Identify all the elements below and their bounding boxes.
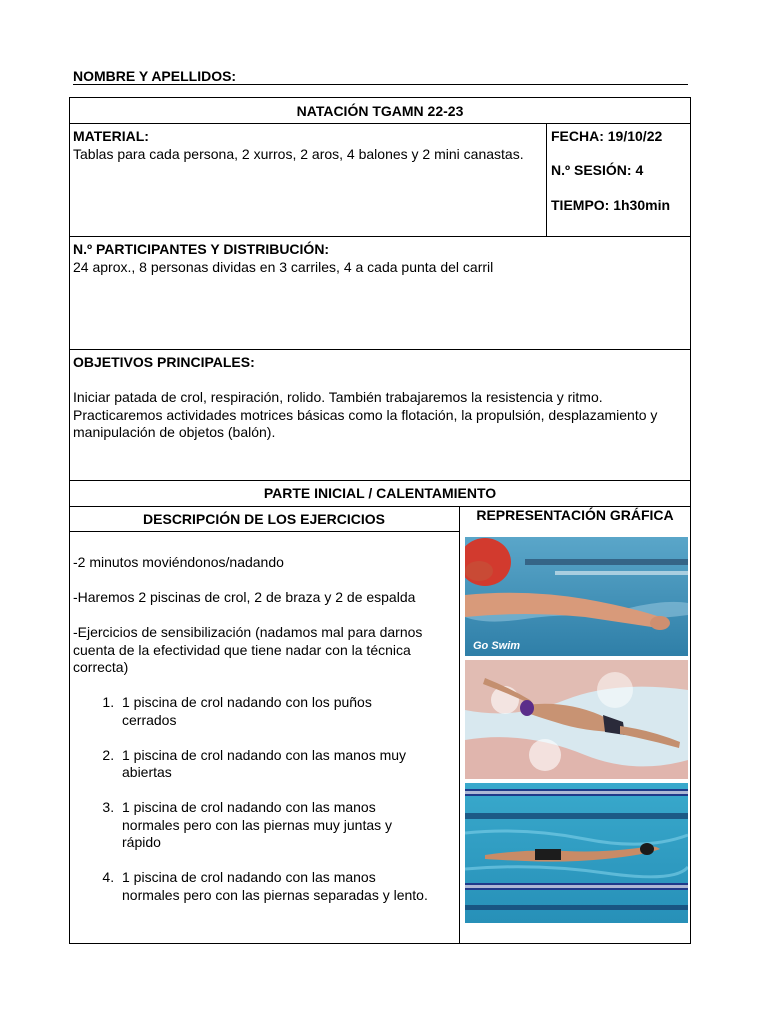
column-header-representacion: REPRESENTACIÓN GRÁFICA xyxy=(476,507,674,523)
swimmer-breathing-photo xyxy=(465,537,688,656)
participantes-text: 24 aprox., 8 personas dividas en 3 carriles, 4 a cada punta del carril xyxy=(73,258,494,275)
participantes-label: N.º PARTICIPANTES Y DISTRIBUCIÓN: xyxy=(73,241,330,257)
swimmer-lane-photo xyxy=(465,783,688,923)
material-label: MATERIAL: xyxy=(73,128,149,144)
exercise-list xyxy=(73,694,428,922)
exercise-line: -Ejercicios de sensibilización (nadamos mal para darnos cuenta de la efectividad que tiene nadar con la técnica correcta) xyxy=(73,624,423,675)
swimmer-splash-photo xyxy=(465,660,688,779)
objetivos-label: OBJETIVOS PRINCIPALES: xyxy=(73,354,255,370)
sesion-number: N.º SESIÓN: 4 xyxy=(551,162,644,178)
fecha: FECHA: 19/10/22 xyxy=(551,128,663,144)
list-item: 3. 1 piscina de crol nadando con las manos normales pero con las piernas muy juntas y rápido xyxy=(118,799,428,852)
exercise-line: -2 minutos moviéndonos/nadando xyxy=(73,554,284,570)
exercise-line: -Haremos 2 piscinas de crol, 2 de braza y 2 de espalda xyxy=(73,589,416,605)
name-label: NOMBRE Y APELLIDOS: xyxy=(73,68,237,84)
objetivos-text: Iniciar patada de crol, respiración, rolido. También trabajaremos la resistencia y ritmo. Practicaremos actividades motrices básicas como la flotación, la propulsión, desplazamiento y manipulación de objetos (balón). xyxy=(73,389,658,440)
list-item: 2. 1 piscina de crol nadando con las manos muy abiertas xyxy=(118,747,428,782)
tiempo: TIEMPO: 1h30min xyxy=(551,197,671,213)
section-heading: PARTE INICIAL / CALENTAMIENTO xyxy=(263,485,497,501)
photo-watermark: Go Swim xyxy=(473,640,521,652)
name-field xyxy=(73,68,688,85)
column-header-descripcion: DESCRIPCIÓN DE LOS EJERCICIOS xyxy=(143,511,385,527)
list-item: 4. 1 piscina de crol nadando con las manos normales pero con las piernas separadas y lento. xyxy=(118,869,428,904)
list-item: 1. 1 piscina de crol nadando con los puños cerrados xyxy=(118,694,428,729)
material-text: Tablas para cada persona, 2 xurros, 2 aros, 4 balones y 2 mini canastas. xyxy=(73,145,524,162)
page-title: NATACIÓN TGAMN 22-23 xyxy=(296,103,464,119)
